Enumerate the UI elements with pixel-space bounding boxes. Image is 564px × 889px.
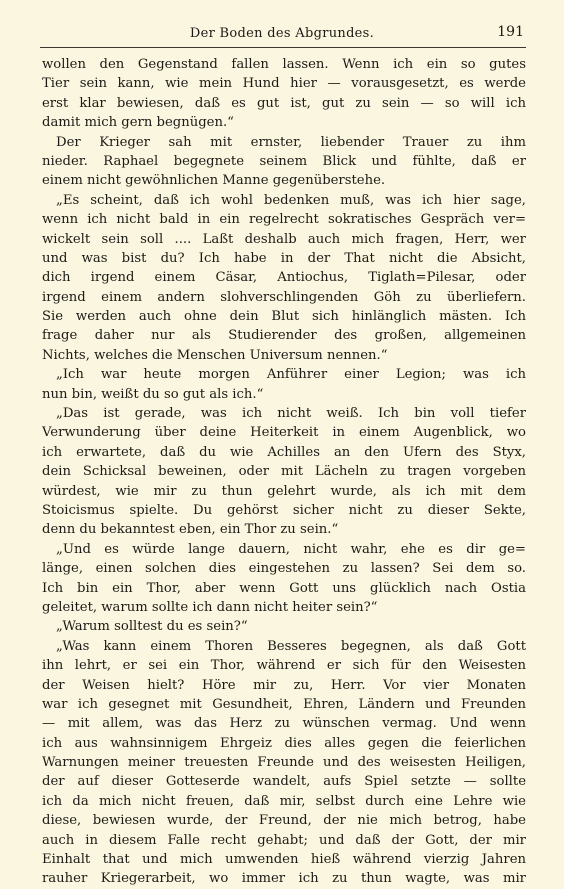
text-line: „Es scheint, daß ich wohl bedenken muß, was ich hier sage, — [56, 192, 526, 208]
text-line: „Ich war heute morgen Anführer einer Legion; was ich — [56, 367, 526, 383]
text-line: denn du bekanntest eben, ein Thor zu sein.“ — [42, 522, 339, 538]
text-line: der auf dieser Gotteserde wandelt, aufs Spiel setzte — sollte — [42, 774, 526, 790]
text-line: auch in diesem Falle recht gehabt; und daß der Gott, der mir — [42, 832, 526, 848]
text-line: diese, bewiesen wurde, der Freund, der nie mich betrog, habe — [42, 813, 526, 829]
text-line: Einhalt that und mich umwenden hieß während vierzig Jahren — [42, 852, 526, 868]
text-line: wenn ich nicht bald in ein regelrecht sokratisches Gespräch ver= — [42, 212, 526, 228]
text-line: erst klar bewiesen, daß es gut ist, gut zu sein — so will ich — [42, 95, 526, 111]
text-line: damit mich gern begnügen.“ — [42, 115, 234, 131]
text-line: „Und es würde lange dauern, nicht wahr, ehe es dir ge= — [56, 541, 526, 557]
text-line: Verwunderung über deine Heiterkeit in einem Augenblick, wo — [42, 425, 526, 441]
text-line: Der Krieger sah mit ernster, liebender Trauer zu ihm — [56, 134, 526, 150]
body-text — [42, 55, 526, 889]
text-line: Stoicismus spielte. Du gehörst sicher nicht zu dieser Sekte, — [42, 502, 526, 518]
text-line: der Weisen hielt? Höre mir zu, Herr. Vor vier Monaten — [42, 677, 526, 693]
header-rule — [40, 47, 526, 48]
text-line: wickelt sein soll .... Laßt deshalb auch mich fragen, Herr, wer — [42, 231, 526, 247]
text-line: Nichts, welches die Menschen Universum nennen.“ — [42, 347, 388, 363]
text-line: rauher Kriegerarbeit, wo immer ich zu thun wagte, was mir — [42, 871, 526, 887]
text-line: ihn lehrt, er sei ein Thor, während er sich für den Weisesten — [42, 658, 526, 674]
page-number: 191 — [497, 24, 524, 40]
text-line: „Das ist gerade, was ich nicht weiß. Ich bin voll tiefer — [56, 406, 526, 422]
text-line: Sie werden auch ohne dein Blut sich hinlänglich mästen. Ich — [42, 309, 526, 325]
text-line: irgend einem andern slohverschlingenden Göh zu überliefern. — [42, 289, 526, 305]
text-line: ich erwartete, daß du wie Achilles an den Ufern des Styx, — [42, 444, 526, 460]
text-line: dein Schicksal beweinen, oder mit Lächeln zu tragen vorgeben — [42, 464, 526, 480]
text-line: — mit allem, was das Herz zu wünschen vermag. Und wenn — [42, 716, 526, 732]
text-line: ich aus wahnsinnigem Ehrgeiz dies alles gegen die feierlichen — [42, 735, 526, 751]
text-line: Ich bin ein Thor, aber wenn Gott uns glücklich nach Ostia — [42, 580, 526, 596]
text-line: nieder. Raphael begegnete seinem Blick und fühlte, daß er — [42, 153, 526, 169]
text-line: dich irgend einem Cäsar, Antiochus, Tiglath=Pilesar, oder — [42, 270, 526, 286]
text-line: wollen den Gegenstand fallen lassen. Wenn ich ein so gutes — [42, 57, 526, 72]
text-line: ich da mich nicht freuen, daß mir, selbst durch eine Lehre wie — [42, 793, 526, 809]
text-line: geleitet, warum sollte ich dann nicht heiter sein?“ — [42, 599, 378, 615]
text-line: nun bin, weißt du so gut als ich.“ — [42, 386, 264, 402]
text-line: Warnungen meiner treuesten Freunde und des weisesten Heiligen, — [42, 755, 526, 771]
text-line: war ich gesegnet mit Gesundheit, Ehren, Ländern und Freunden — [42, 696, 526, 712]
text-line: einem nicht gewöhnlichen Manne gegenüberstehe. — [42, 173, 386, 189]
text-line: frage daher nur als Studierender des großen, allgemeinen — [42, 328, 526, 344]
text-line: und was bist du? Ich habe in der That nicht die Absicht, — [42, 250, 526, 266]
text-line: „Warum solltest du es sein?“ — [56, 619, 248, 635]
page-header — [40, 24, 524, 46]
text-line: „Was kann einem Thoren Besseres begegnen, als daß Gott — [56, 638, 526, 654]
text-line: länge, einen solchen dies eingestehen zu lassen? Sei dem so. — [42, 561, 526, 577]
text-line: Tier sein kann, wie mein Hund hier — vorausgesetzt, es werde — [42, 76, 526, 92]
running-head: Der Boden des Abgrundes. — [189, 26, 375, 41]
text-line: würdest, wie mir zu thun gelehrt wurde, als ich mit dem — [42, 483, 526, 499]
